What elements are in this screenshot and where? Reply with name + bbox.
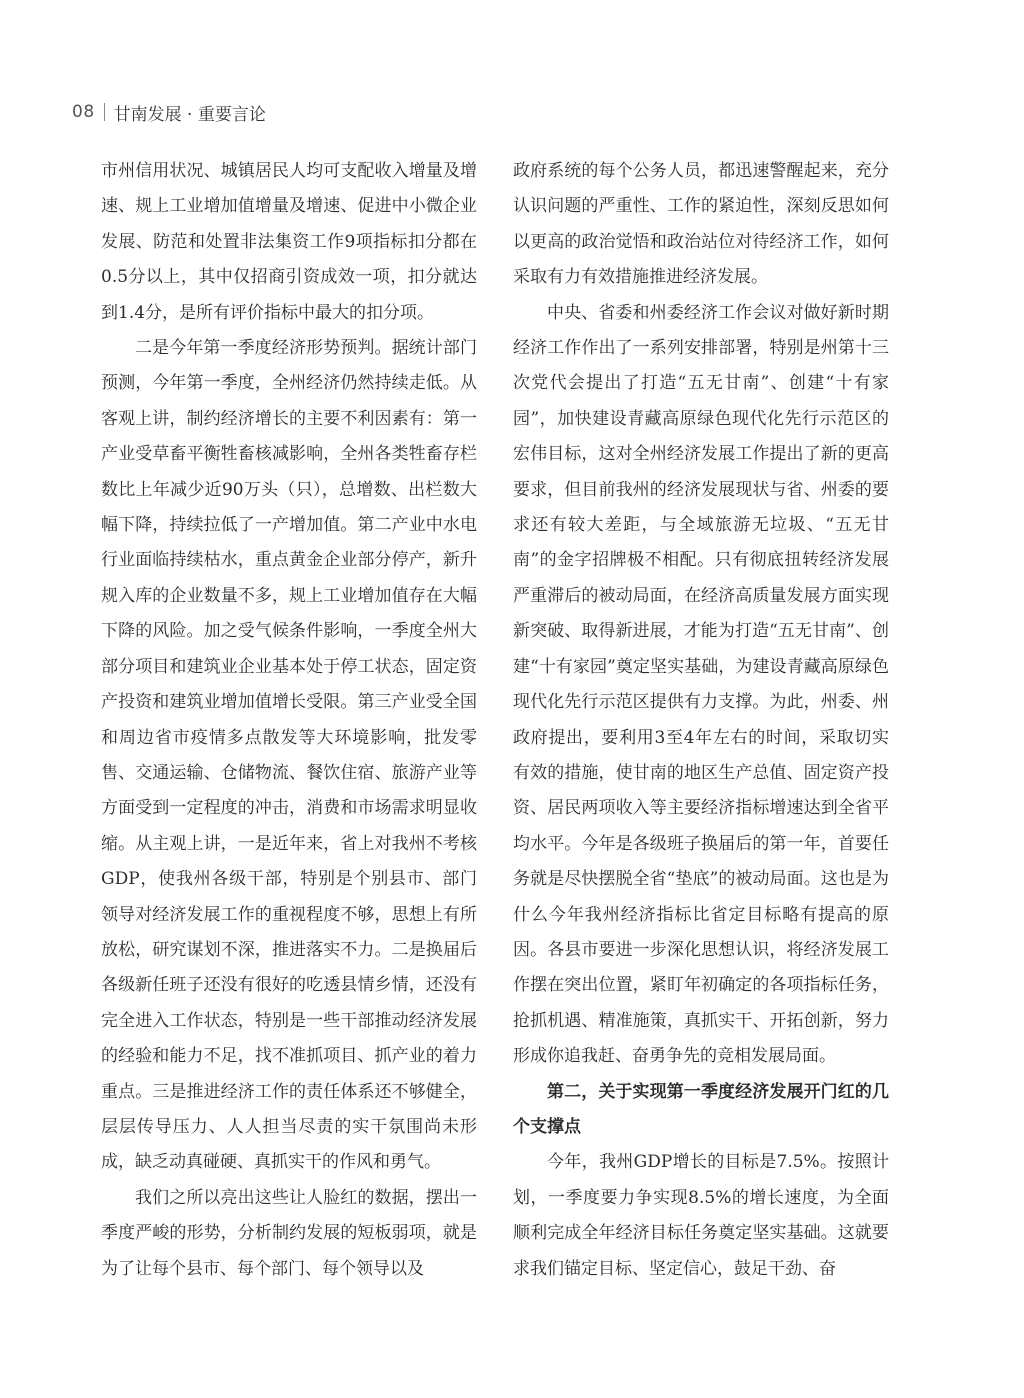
- paragraph-first-quarter-forecast: 二是今年第一季度经济形势预判。据统计部门预测，今年第一季度，全州经济仍然持续走低。从客观上讲，制约经济增长的主要不利因素有：第一产业受草畜平衡牲畜核减影响，全州各类牲畜存栏数比上年减少近90万头（只），总增数、出栏数大幅下降，持续拉低了一产增加值。第二产业中水电行业面临持续枯水，重点黄金企业部分停产，新升规入库的企业数量不多，规上工业增加值存在大幅下降的风险。加之受气候条件影响，一季度全州大部分项目和建筑业企业基本处于停工状态，固定资产投资和建筑业增加值增长受限。第三产业受全国和周边省市疫情多点散发等大环境影响，批发零售、交通运输、仓储物流、餐饮住宿、旅游产业等方面受到一定程度的冲击，消费和市场需求明显收缩。从主观上讲，一是近年来，省上对我州不考核GDP，使我州各级干部，特别是个别县市、部门领导对经济发展工作的重视程度不够，思想上有所放松，研究谋划不深，推进落实不力。二是换届后各级新任班子还没有很好的吃透县情乡情，还没有完全进入工作状态，特别是一些干部推动经济发展的经验和能力不足，找不准抓项目、抓产业的着力重点。三是推进经济工作的责任体系还不够健全，层层传导压力、人人担当尽责的实干氛围尚未形成，缺乏动真碰硬、真抓实干的作风和勇气。: [101, 338, 477, 1173]
- paragraph-continued-right: 政府系统的每个公务人员，都迅速警醒起来，充分认识问题的严重性、工作的紧迫性，深刻反思如何以更高的政治觉悟和政治站位对待经济工作，如何采取有力有效措施推进经济发展。: [513, 161, 889, 288]
- right-column: [513, 154, 889, 1287]
- paragraph-gdp-target: 今年，我州GDP增长的目标是7.5%。按照计划，一季度要力争实现8.5%的增长速度，为全面顺利完成全年经济目标任务奠定坚实基础。这就要求我们锚定目标、坚定信心，鼓足干劲、奋: [513, 1152, 889, 1279]
- paragraph-requirements: 中央、省委和州委经济工作会议对做好新时期经济工作作出了一系列安排部署，特别是州第十三次党代会提出了打造“五无甘南”、创建“十有家园”，加快建设青藏高原绿色现代化先行示范区的宏伟目标，这对全州经济发展工作提出了新的更高要求，但目前我州的经济发展现状与省、州委的要求还有较大差距，与全域旅游无垃圾、“五无甘南”的金字招牌极不相配。只有彻底扭转经济发展严重滞后的被动局面，在经济高质量发展方面实现新突破、取得新进展，才能为打造“五无甘南”、创建“十有家园”奠定坚实基础，为建设青藏高原绿色现代化先行示范区提供有力支撑。为此，州委、州政府提出，要利用3至4年左右的时间，采取切实有效的措施，使甘南的地区生产总值、固定资产投资、居民两项收入等主要经济指标增速达到全省平均水平。今年是各级班子换届后的第一年，首要任务就是尽快摆脱全省“垫底”的被动局面。这也是为什么今年我州经济指标比省定目标略有提高的原因。各县市要进一步深化思想认识，将经济发展工作摆在突出位置，紧盯年初确定的各项指标任务，抢抓机遇、精准施策，真抓实干、开拓创新，努力形成你追我赶、奋勇争先的竞相发展局面。: [513, 302, 889, 1067]
- left-column: [101, 154, 477, 1287]
- section-heading: 第二，关于实现第一季度经济发展开门红的几个支撑点: [513, 1081, 889, 1137]
- header-divider: [104, 103, 105, 121]
- running-header: [72, 100, 266, 124]
- section-title: 甘南发展 · 重要言论: [113, 104, 266, 125]
- paragraph-purpose: 我们之所以亮出这些让人脸红的数据，摆出一季度严峻的形势，分析制约发展的短板弱项，就是为了让每个县市、每个部门、每个领导以及: [101, 1187, 477, 1279]
- page-number: 08: [72, 102, 95, 122]
- paragraph-continued: 市州信用状况、城镇居民人均可支配收入增量及增速、规上工业增加值增量及增速、促进中小微企业发展、防范和处置非法集资工作9项指标扣分都在0.5分以上，其中仅招商引资成效一项，扣分就达到1.4分，是所有评价指标中最大的扣分项。: [101, 161, 477, 323]
